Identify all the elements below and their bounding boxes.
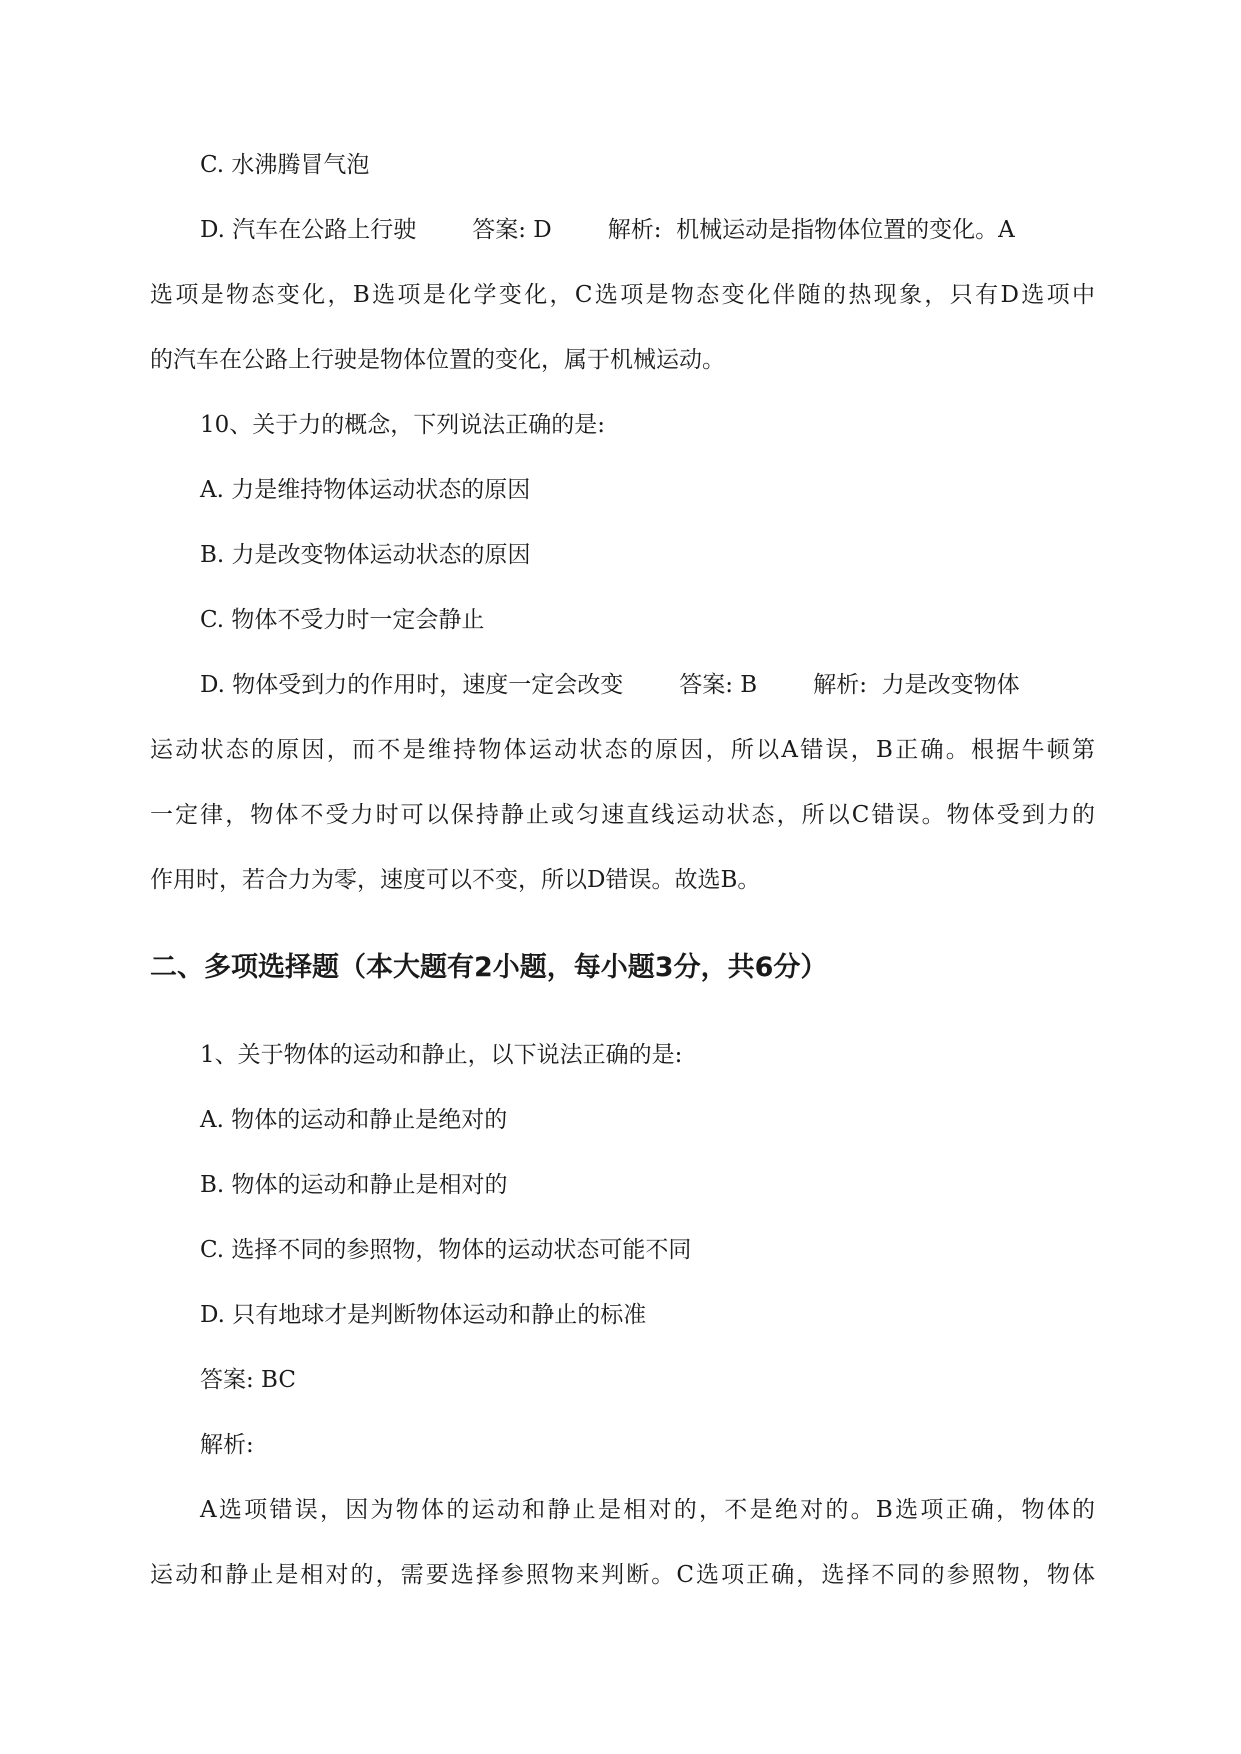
mq1-stem: 1、关于物体的运动和静止，以下说法正确的是: [200,1042,683,1068]
q9-analysis-label: 解析: [607,217,662,243]
mq1-analysis-line1: A选项错误，因为物体的运动和静止是相对的，不是绝对的。B选项正确，物体的 [200,1497,1095,1523]
q10-option-d: D. 物体受到力的作用时，速度一定会改变 [200,672,624,698]
q9-option-d-line [200,215,1095,245]
q10-analysis-line2: 运动状态的原因，而不是维持物体运动状态的原因，所以A错误，B正确。根据牛顿第 [150,737,1095,763]
q10-analysis-line1: 力是改变物体 [881,672,1020,698]
q9-analysis-line3: 的汽车在公路上行驶是物体位置的变化，属于机械运动。 [150,347,725,373]
mq1-option-c: C. 选择不同的参照物，物体的运动状态可能不同 [200,1237,692,1263]
mq1-analysis-label: 解析: [200,1432,254,1458]
q10-answer: 答案: B [679,672,758,698]
mq1-option-b: B. 物体的运动和静止是相对的 [200,1172,508,1198]
q10-stem: 10、关于力的概念，下列说法正确的是: [200,412,606,438]
q10-option-b: B. 力是改变物体运动状态的原因 [200,542,531,568]
q10-analysis-line4: 作用时，若合力为零，速度可以不变，所以D错误。故选B。 [150,867,761,893]
mq1-option-d: D. 只有地球才是判断物体运动和静止的标准 [200,1302,647,1328]
q10-analysis-line3: 一定律，物体不受力时可以保持静止或匀速直线运动状态，所以C错误。物体受到力的 [150,802,1095,828]
q10-analysis-label: 解析: [813,672,867,698]
q9-option-c: C. 水沸腾冒气泡 [200,152,370,178]
q9-analysis-line1: 机械运动是指物体位置的变化。A [676,217,1015,243]
mq1-analysis-line2: 运动和静止是相对的，需要选择参照物来判断。C选项正确，选择不同的参照物，物体 [150,1562,1095,1588]
mq1-answer: 答案: BC [200,1367,296,1393]
q10-option-c: C. 物体不受力时一定会静止 [200,607,485,633]
mq1-option-a: A. 物体的运动和静止是绝对的 [200,1107,508,1133]
q10-option-d-line [200,670,1095,700]
q9-option-d: D. 汽车在公路上行驶 [200,217,417,243]
section-heading: 二、多项选择题（本大题有2小题，每小题3分，共6分） [150,952,828,983]
q9-answer: 答案: D [472,217,552,243]
q10-option-a: A. 力是维持物体运动状态的原因 [200,477,531,503]
q9-analysis-line2: 选项是物态变化，B选项是化学变化，C选项是物态变化伴随的热现象，只有D选项中 [150,282,1095,308]
